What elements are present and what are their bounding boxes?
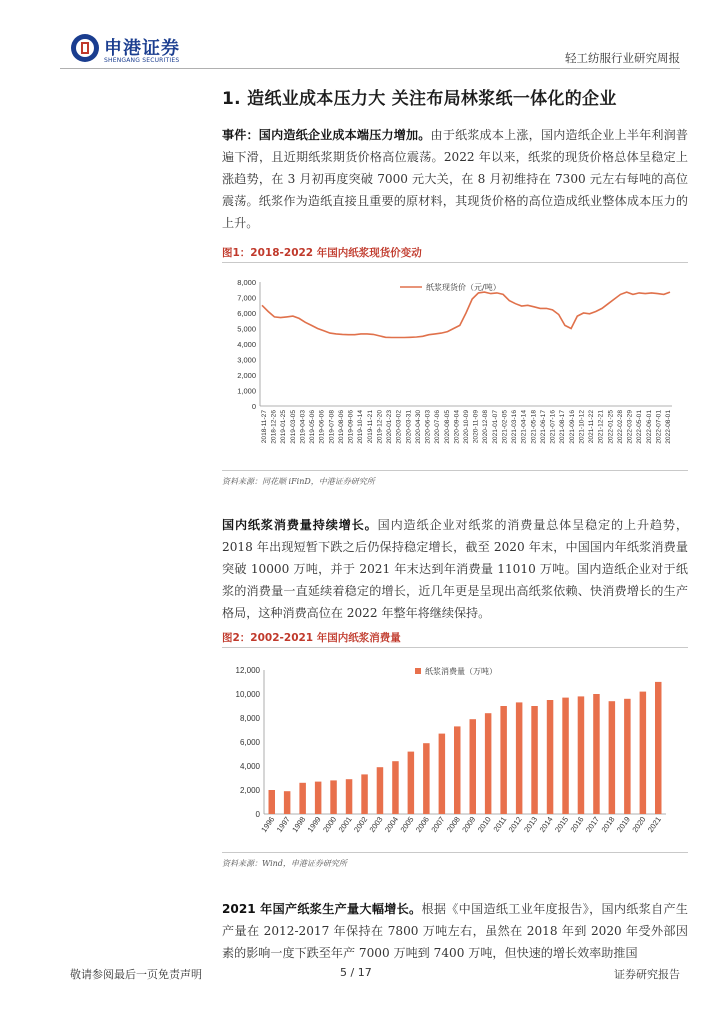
x-tick-label: 2020-10-09 [463, 410, 470, 444]
x-tick-label: 2019-11-21 [366, 410, 374, 444]
bar [624, 699, 631, 814]
footer-report-label: 证券研究报告 [614, 968, 680, 981]
figure1-caption: 图1：2018-2022 年国内纸浆现货价变动 [222, 247, 422, 259]
x-tick-label: 2021-08-17 [559, 410, 567, 444]
x-tick-label: 2008 [444, 814, 462, 834]
x-tick-label: 2020-12-08 [482, 410, 490, 444]
bar [485, 713, 492, 814]
y-tick-label: 12,000 [235, 666, 260, 675]
x-tick-label: 2018-11-27 [261, 410, 268, 444]
x-tick-label: 2020-11-09 [472, 410, 480, 444]
price-series-line [262, 292, 670, 337]
bar [330, 780, 337, 814]
figure1-top-rule [222, 262, 688, 263]
x-tick-label: 2019-04-03 [299, 410, 307, 444]
figure2-top-rule [222, 647, 688, 648]
x-tick-label: 2019 [614, 814, 632, 834]
report-type: 轻工纺服行业研究周报 [565, 51, 680, 65]
x-tick-label: 2019-05-06 [309, 410, 317, 444]
x-tick-label: 2022-02-28 [616, 410, 624, 444]
page-number: 5 / 17 [340, 966, 372, 979]
pulp-consumption-bar-chart [222, 652, 688, 850]
header-divider [60, 68, 680, 69]
paragraph-consumption [222, 514, 688, 624]
x-tick-label: 2019-10-14 [357, 410, 365, 444]
x-tick-label: 2019-07-08 [328, 410, 336, 444]
brand-name-en: SHENGANG SECURITIES [104, 57, 180, 64]
x-tick-label: 2015 [553, 814, 571, 834]
paragraph-text: 根据《中国造纸工业年度报告》，国内纸浆自产生产量在 2012-2017 年保持在 7800 万吨左右，虽然在 2018 年到 2020 年受外部因素的影响一度下跌至年产 7000 万吨到 7400 万吨，但快速的增长效率助推国 [222, 902, 689, 960]
x-tick-label: 2021-10-12 [578, 410, 586, 444]
y-tick-label: 8,000 [237, 278, 256, 287]
x-tick-label: 2005 [398, 814, 416, 834]
y-tick-label: 0 [251, 402, 256, 411]
section-title: 1. 造纸业成本压力大 关注布局林浆纸一体化的企业 [222, 89, 617, 109]
x-tick-label: 2019-03-05 [289, 410, 297, 444]
bar [547, 700, 554, 814]
bar [655, 682, 662, 814]
bar [408, 752, 415, 814]
x-tick-label: 2007 [429, 814, 447, 834]
x-tick-label: 2009 [460, 814, 478, 834]
x-tick-label: 2000 [321, 814, 339, 834]
paragraph-lead: 2021 年国产纸浆生产量大幅增长。 [222, 902, 422, 916]
bar [531, 706, 538, 814]
bar [423, 743, 430, 814]
y-tick-label: 2,000 [239, 786, 260, 795]
x-tick-label: 2021-02-05 [501, 410, 509, 444]
x-tick-label: 2020 [630, 814, 648, 834]
x-tick-label: 2021-12-21 [597, 410, 605, 444]
x-tick-label: 2014 [537, 814, 555, 834]
bar [284, 791, 291, 814]
paragraph-lead: 事件：国内造纸企业成本端压力增加。 [222, 128, 431, 142]
x-tick-label: 2021 [645, 814, 663, 834]
bar [269, 790, 276, 814]
y-tick-label: 6,000 [237, 309, 256, 318]
y-tick-label: 4,000 [237, 340, 256, 349]
figure2-caption: 图2：2002-2021 年国内纸浆消费量 [222, 632, 401, 644]
x-tick-label: 2020-01-23 [386, 410, 394, 444]
figure1-source: 资料来源：同花顺 iFinD，中港证券研究所 [222, 477, 375, 486]
footer-disclaimer[interactable]: 敬请参阅最后一页免责声明 [70, 968, 202, 981]
x-tick-label: 2021-05-18 [530, 410, 538, 444]
x-tick-label: 2022-06-01 [645, 410, 653, 444]
x-tick-label: 2013 [522, 814, 540, 834]
bar [299, 783, 306, 814]
x-tick-label: 1998 [290, 814, 308, 834]
bar [609, 701, 616, 814]
x-tick-label: 2020-04-30 [414, 410, 422, 444]
x-tick-label: 1996 [259, 814, 277, 834]
bar [562, 698, 569, 814]
bar [500, 706, 507, 814]
x-tick-label: 1999 [305, 814, 323, 834]
x-tick-label: 2021-04-14 [520, 410, 528, 444]
bar [315, 782, 322, 814]
x-tick-label: 2022-08-01 [665, 410, 672, 444]
x-tick-label: 2003 [367, 814, 385, 834]
y-tick-label: 5,000 [237, 324, 256, 334]
paragraph-event [222, 124, 688, 234]
x-tick-label: 2016 [568, 814, 586, 834]
x-tick-label: 1997 [274, 814, 292, 834]
x-tick-label: 2020-07-06 [434, 410, 442, 444]
x-tick-label: 2006 [413, 814, 431, 834]
figure1-bottom-rule [222, 470, 688, 471]
x-tick-label: 2012 [506, 814, 524, 834]
bar [470, 719, 477, 814]
x-tick-label: 2022-01-25 [607, 410, 615, 444]
bar [640, 692, 647, 814]
x-tick-label: 2019-12-20 [376, 410, 384, 444]
x-tick-label: 2017 [583, 814, 602, 834]
x-tick-label: 2020-03-02 [395, 410, 403, 444]
bar [392, 761, 399, 814]
bar [516, 702, 523, 814]
x-tick-label: 2021-06-17 [539, 410, 547, 444]
y-tick-label: 2,000 [237, 371, 256, 380]
x-tick-label: 2022-03-29 [626, 410, 634, 444]
x-tick-label: 2021-03-16 [511, 410, 519, 444]
paragraph-text: 国内造纸企业对纸浆的消费量总体呈稳定的上升趋势，2018 年出现短暂下跌之后仍保持稳定增长，截至 2020 年末，中国国内年纸浆消费量突破 10000 万吨，并于 2021 年末达到年消费量 11010 万吨。国内造纸企业对于纸浆的消费量一直延续着稳定的增长，近几年更是呈现出高纸浆依赖、快消费增长的生产格局，这种消费高位在 2022 年整年将继续保持。 [222, 518, 688, 620]
y-tick-label: 6,000 [239, 738, 260, 747]
x-tick-label: 2011 [491, 814, 509, 834]
x-tick-label: 2019-09-06 [347, 410, 355, 444]
figure2-bottom-rule [222, 852, 688, 853]
x-tick-label: 2020-06-03 [424, 410, 432, 444]
brand-name: 申港证券 [104, 38, 180, 59]
legend-label: 纸浆现货价（元/吨） [426, 283, 501, 292]
x-tick-label: 2018-12-26 [270, 410, 278, 444]
x-tick-label: 2022-05-01 [636, 410, 644, 444]
y-tick-label: 10,000 [235, 690, 260, 699]
y-tick-label: 0 [255, 810, 260, 819]
bar [377, 767, 384, 814]
x-tick-label: 2021-01-07 [491, 410, 499, 444]
legend-label: 纸浆消费量（万吨） [425, 667, 497, 676]
x-tick-label: 2004 [382, 814, 401, 834]
x-tick-label: 2021-09-16 [568, 410, 576, 444]
y-tick-label: 4,000 [239, 762, 260, 771]
x-tick-label: 2020-08-05 [443, 410, 451, 444]
x-tick-label: 2019-06-06 [318, 410, 326, 444]
page-header [0, 0, 724, 70]
x-tick-label: 2022-07-01 [655, 410, 663, 444]
legend-swatch [415, 668, 421, 674]
x-tick-label: 2010 [475, 814, 493, 834]
paragraph-production [222, 898, 688, 964]
y-tick-label: 8,000 [239, 714, 260, 723]
x-tick-label: 2020-09-04 [453, 410, 461, 444]
y-tick-label: 3,000 [237, 355, 256, 365]
x-tick-label: 2018 [599, 814, 617, 834]
bar [454, 726, 461, 814]
x-tick-label: 2019-01-25 [280, 410, 288, 444]
x-tick-label: 2001 [336, 814, 354, 834]
x-tick-label: 2020-03-31 [405, 410, 413, 444]
bar [346, 779, 353, 814]
company-logo-icon [70, 33, 100, 63]
x-tick-label: 2019-08-06 [337, 410, 345, 444]
x-tick-label: 2021-11-22 [588, 410, 596, 444]
y-tick-label: 7,000 [237, 293, 256, 303]
bar [439, 734, 446, 814]
bar [361, 774, 368, 814]
paragraph-lead: 国内纸浆消费量持续增长。 [222, 518, 378, 532]
bar [578, 696, 585, 814]
bar [593, 694, 600, 814]
y-tick-label: 1,000 [237, 386, 256, 396]
x-tick-label: 2021-07-16 [549, 410, 557, 444]
figure2-source: 资料来源：Wind，申港证券研究所 [222, 859, 347, 868]
x-tick-label: 2002 [352, 814, 370, 834]
pulp-price-line-chart [222, 268, 688, 468]
paragraph-text: 由于纸浆成本上涨，国内造纸企业上半年利润普遍下滑，且近期纸浆期货价格高位震荡。2022 年以来，纸浆的现货价格总体呈稳定上涨趋势，在 3 月初再度突破 7000 元大关，在 8 月初维持在 7300 元左右每吨的高位震荡。纸浆作为造纸直接且重要的原材料，其现货价格的高位造成纸业整体成本压力的上升。 [222, 128, 688, 230]
